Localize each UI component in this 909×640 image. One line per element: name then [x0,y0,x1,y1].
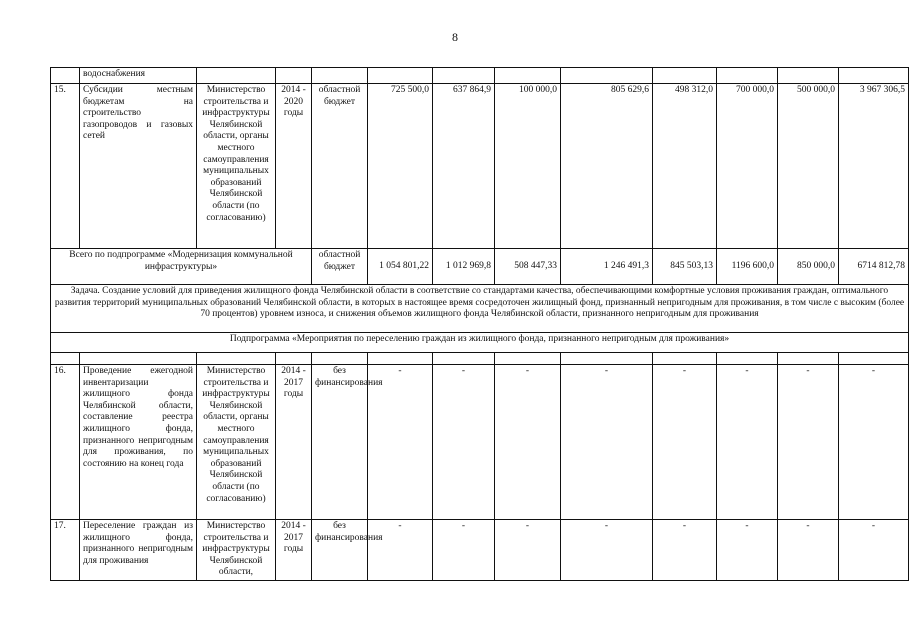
cell-executor: Министерство строительства и инфраструктуры Челябинской области, органы местного самоуправления муниципальных образований Челябинской области (по согласованию) [197,365,276,520]
cell-name: водоснабжения [80,68,197,84]
cell-value: 498 312,0 [653,84,717,249]
cell-value: 725 500,0 [368,84,433,249]
cell-value: - [368,520,433,581]
cell-executor: Министерство строительства и инфраструктуры Челябинской области, органы местного самоуправления муниципальных образований Челябинской области (по согласованию) [197,84,276,249]
cell-value: 845 503,13 [653,249,717,285]
cell-value: 1 054 801,22 [368,249,433,285]
cell-value: - [561,520,653,581]
cell-value: 500 000,0 [778,84,839,249]
table-row-spacer [51,353,909,365]
cell-value: - [495,365,561,520]
cell-value: - [561,365,653,520]
task-text: Задача. Создание условий для приведения жилищного фонда Челябинской области в соответствие со стандартами качества, обеспечивающими комфортные условия проживания граждан, оптимального развития территорий муниципальных образований Челябинской области, в которых в настоящее время сосредоточен жилищный фонд, признанный непригодным для проживания, в том числе с высоким (более 70 процентов) уровнем износа, и снижения объемов жилищного фонда Челябинской области, признанного непригодным для проживания [51,285,909,333]
cell-name: Проведение ежегодной инвентаризации жилищного фонда Челябинской области, составление реестра жилищного фонда, признанного непригодным для проживания, по состоянию на конец года [80,365,197,520]
table-row-prev-tail [51,68,909,84]
cell-value: 100 000,0 [495,84,561,249]
cell-value: 637 864,9 [433,84,495,249]
cell-value: - [433,365,495,520]
cell-value: 850 000,0 [778,249,839,285]
cell-period: 2014 - 2020 годы [276,84,312,249]
subprogram-title: Подпрограмма «Мероприятия по переселению граждан из жилищного фонда, признанного непригодным для проживания» [51,333,909,353]
cell-value: 6714 812,78 [839,249,909,285]
table-row-task [51,285,909,333]
cell-value: 805 629,6 [561,84,653,249]
cell-value: - [778,520,839,581]
cell-value: 700 000,0 [717,84,778,249]
cell-value: - [717,520,778,581]
table-row-17 [51,520,909,581]
cell-executor: Министерство строительства и инфраструктуры Челябинской области, [197,520,276,581]
cell-source: без финансирования [312,365,368,520]
cell-value: - [839,520,909,581]
cell-value: - [839,365,909,520]
cell-num: 17. [51,520,80,581]
table-row-15 [51,84,909,249]
cell-period: 2014 - 2017 годы [276,520,312,581]
cell-value: - [495,520,561,581]
cell-source: областной бюджет [312,84,368,249]
table-row-total [51,249,909,285]
cell-total-label: Всего по подпрограмме «Модернизация коммунальной инфраструктуры» [51,249,312,285]
table-row-16 [51,365,909,520]
cell-value: 1196 600,0 [717,249,778,285]
cell-period: 2014 - 2017 годы [276,365,312,520]
cell-value: - [368,365,433,520]
cell-num: 16. [51,365,80,520]
table-row-subprogram [51,333,909,353]
page-number: 8 [452,30,458,44]
cell-value: - [653,520,717,581]
cell-num: 15. [51,84,80,249]
cell-value: - [717,365,778,520]
program-table [50,67,909,581]
cell-name: Субсидии местным бюджетам на строительство газопроводов и газовых сетей [80,84,197,249]
cell-value: 1 246 491,3 [561,249,653,285]
cell-value: - [778,365,839,520]
cell-source: областной бюджет [312,249,368,285]
cell-name: Переселение граждан из жилищного фонда, признанного непригодным для проживания [80,520,197,581]
cell-source: без финансирования [312,520,368,581]
cell-value: 508 447,33 [495,249,561,285]
cell-value: - [433,520,495,581]
cell-value: 1 012 969,8 [433,249,495,285]
cell-value: - [653,365,717,520]
cell-value: 3 967 306,5 [839,84,909,249]
